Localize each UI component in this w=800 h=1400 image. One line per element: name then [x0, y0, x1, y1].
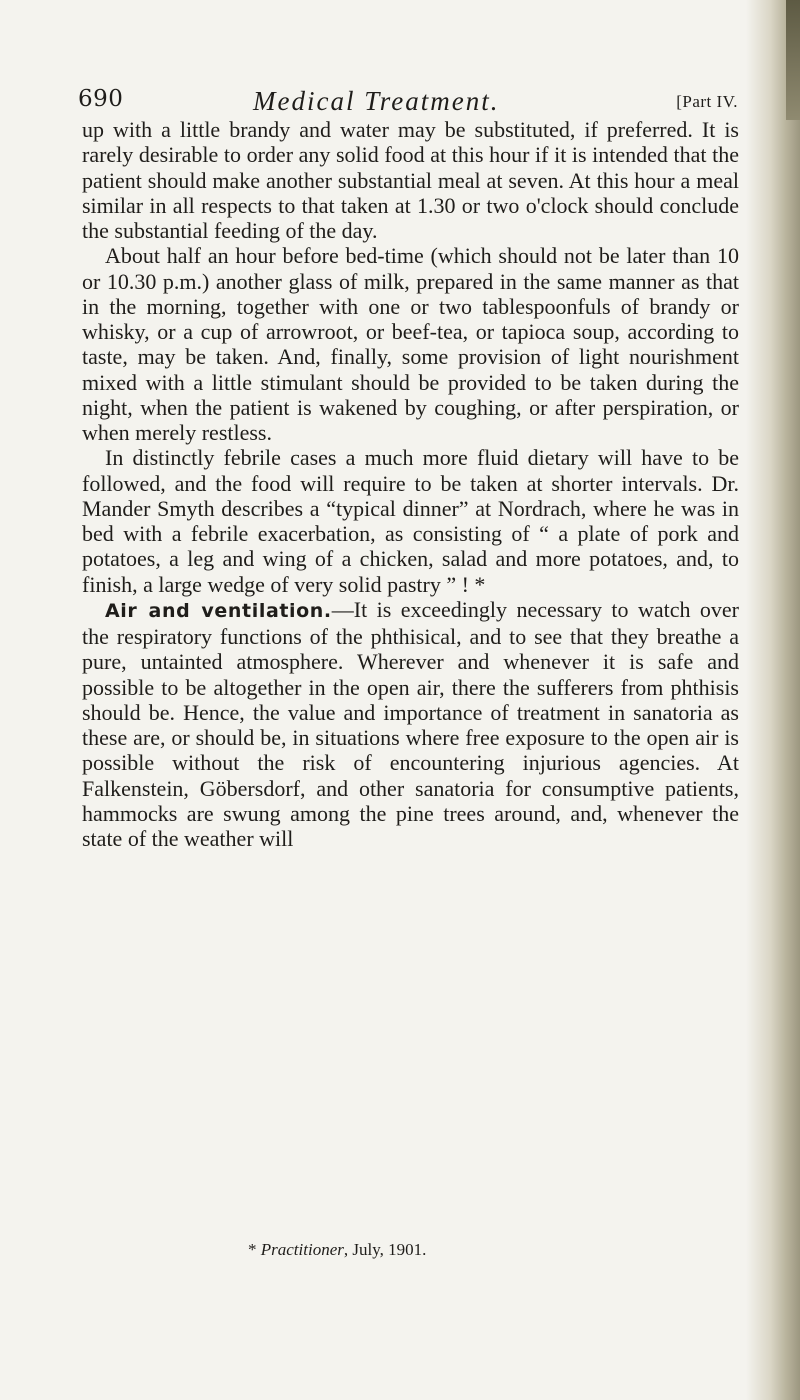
paragraph-2: About half an hour before bed-time (which should not be later than 10 or 10.30 p.m.) another glass of milk, prepared in the same manner as that in the morning, together with one or two tablespoonfuls of brandy or whisky, or a cup of arrowroot, or beef-tea, or tapioca soup, according to taste, may be taken. And, finally, some provision of light nourishment mixed with a little stimulant should be provided to be taken during the night, when the patient is wakened by coughing, or after perspiration, or when merely restless.	[82, 243, 739, 445]
paragraph-3: In distinctly febrile cases a much more fluid dietary will have to be followed, and the food will require to be taken at shorter intervals. Dr. Mander Smyth describes a “typical dinner” at Nordrach, where he was in bed with a febrile exacerbation, as consisting of “ a plate of pork and potatoes, a leg and wing of a chicken, salad and more potatoes, and, to finish, a large wedge of very solid pastry ” ! *	[82, 445, 739, 597]
footnote-marker: *	[248, 1240, 261, 1259]
paragraph-4	[82, 597, 739, 852]
running-title: Medical Treatment.	[253, 86, 500, 116]
paragraph-4-text: —It is exceedingly necessary to watch over the respiratory functions of the phthisical, and to see that they breathe a pure, untainted atmosphere. Wherever and whenever it is safe and possible to be altogether in the open air, there the sufferers from phthisis should be. Hence, the value and importance of treatment in sanatoria as these are, or should be, in situations where free exposure to the open air is possible without the risk of encountering injurious agencies. At Falkenstein, Göbersdorf, and other sanatoria for consumptive patients, hammocks are swung among the pine trees around, and, whenever the state of the weather will	[82, 596, 740, 851]
footnote	[248, 1240, 426, 1260]
body-text	[82, 117, 739, 851]
page-edge-shadow	[746, 0, 800, 1400]
page-edge-dark-corner	[786, 0, 800, 120]
footnote-detail: , July, 1901.	[343, 1240, 427, 1259]
section-heading: Air and ventilation.	[105, 599, 332, 622]
part-label: [Part IV.	[676, 92, 738, 111]
page-number: 690	[78, 86, 124, 112]
footnote-source: Practitioner	[260, 1240, 344, 1259]
paragraph-1: up with a little brandy and water may be substituted, if preferred. It is rarely desirable to order any solid food at this hour if it is intended that the patient should make another substantial meal at seven. At this hour a meal similar in all respects to that taken at 1.30 or two o'clock should conclude the substantial feeding of the day.	[82, 117, 739, 243]
